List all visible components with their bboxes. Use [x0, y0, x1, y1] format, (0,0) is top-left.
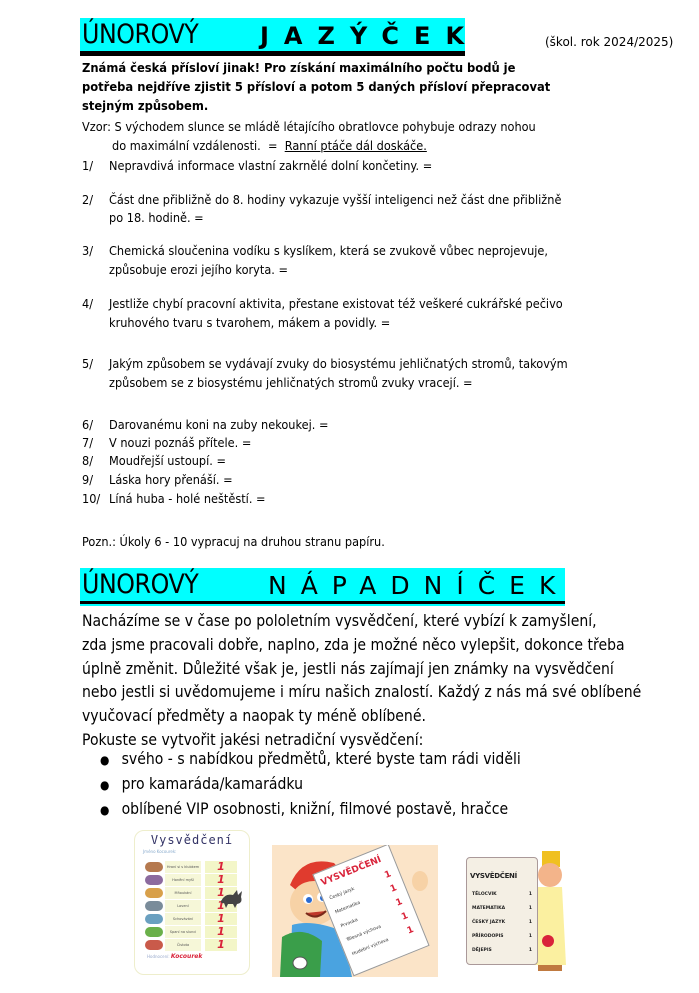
cert3-subject: DĚJEPIS: [472, 948, 492, 953]
cert1-subject: Hraní si s klubkem: [165, 861, 201, 873]
cert2-grade: 1: [383, 869, 393, 881]
task-number: 3/: [82, 243, 94, 258]
cert1-title: Vysvědčení: [150, 833, 234, 847]
paragraph-line: nebo jestli si uvědomujeme i míru našich znalostí. Každý z nás má své oblíbené: [82, 683, 642, 702]
task-number: 9/: [82, 472, 94, 487]
task-item: [82, 435, 251, 450]
cert1-row: [145, 939, 237, 951]
section2-paragraph: [82, 610, 640, 753]
title-underline: [80, 51, 465, 56]
school-year: (škol. rok 2024/2025): [545, 35, 674, 49]
bullet-text: pro kamaráda/kamarádku: [121, 774, 304, 793]
cert1-row: [145, 913, 237, 925]
cert2-subject: Prvouka: [340, 917, 359, 930]
cert3-subject: MATEMATIKA: [472, 906, 506, 911]
task-text: Moudřejší ustoupí. =: [109, 453, 226, 468]
cert1-row: [145, 926, 237, 938]
cert3-grade: 1: [528, 906, 532, 911]
cert1-grade: 1: [205, 861, 237, 873]
example-answer: Ranní ptáče dál doskáče.: [284, 138, 427, 153]
cert1-grade: 1: [205, 913, 237, 925]
section2-title: [80, 568, 570, 606]
cert1-grade: 1: [205, 887, 237, 899]
cert3-subject: ČESKÝ JAZYK: [472, 920, 506, 925]
cert3-scroll: [466, 857, 538, 965]
task-item: [82, 243, 548, 258]
task-number: 5/: [82, 356, 94, 371]
cert3-row: [472, 906, 532, 911]
task-number: 8/: [82, 453, 94, 468]
note: Pozn.: Úkoly 6 - 10 vypracuj na druhou stranu papíru.: [82, 534, 385, 549]
roman-report-card-image: [462, 845, 567, 975]
cert2-subject: Tělesná výchova: [345, 924, 383, 944]
subject-picture-icon: [145, 901, 163, 911]
task-number: 2/: [82, 192, 94, 207]
cert3-grade: 1: [528, 948, 532, 953]
task-item: [82, 453, 226, 468]
paragraph-line: Pokuste se vytvořit jakési netradiční vysvědčení:: [82, 730, 424, 749]
cert1-grade: 1: [205, 900, 237, 912]
cert2-grade: 1: [400, 910, 410, 923]
cert1-subject: Čistota: [165, 939, 201, 951]
cat-icon: [219, 887, 245, 909]
cert1-subject: Honění myší: [165, 874, 201, 886]
cert2-grade: 1: [388, 883, 399, 895]
task-item-continuation: [82, 315, 390, 330]
section1-title-part1: ÚNOROVÝ: [82, 19, 199, 50]
cert3-title: VYSVĚDČENÍ: [470, 872, 517, 880]
boy-report-card-image: [272, 845, 438, 977]
cert2-subject: Český jazyk: [328, 886, 356, 902]
cert2-grade: 1: [394, 897, 405, 909]
paragraph-line: úplně změnit. Důležité však je, jestli nás zajímají jen známky na vysvědčení: [82, 659, 614, 678]
task-text: V nouzi poznáš přítele. =: [109, 435, 252, 450]
task-number: 10/: [82, 491, 101, 506]
task-text: Jestliže chybí pracovní aktivita, přestane existovat též veškeré cukrářské pečivo: [109, 296, 563, 311]
task-item-continuation: [82, 210, 204, 225]
cert2-subject: Hudební výchova: [351, 937, 390, 958]
subject-picture-icon: [145, 862, 163, 872]
cert1-name-label: Jméno Kocourek:: [143, 849, 177, 854]
bullet-icon: ●: [100, 777, 110, 792]
bullet-text: oblíbené VIP osobnosti, knižní, filmové postavě, hračce: [121, 799, 509, 818]
section2-title-part1: ÚNOROVÝ: [82, 569, 199, 600]
bullet-icon: ●: [100, 753, 110, 767]
section2-title-part2: NÁPADNÍČEK: [268, 571, 570, 600]
task-number: 7/: [82, 435, 94, 450]
cert2-subject: Matematika: [334, 900, 362, 916]
cert1-behavior: [147, 953, 202, 960]
cert3-row: [472, 920, 532, 925]
cert3-grade: 1: [528, 934, 532, 939]
subject-picture-icon: [145, 875, 163, 885]
task-number: 4/: [82, 296, 94, 311]
example-line-2-text: do maximální vzdálenosti. =: [112, 138, 285, 153]
cert3-subject: PŘÍRODOPIS: [472, 934, 504, 939]
task-text: Láska hory přenáší. =: [109, 472, 233, 487]
cert1-behavior-value: Kocourek: [170, 953, 203, 960]
subject-picture-icon: [145, 888, 163, 898]
cert3-grade: 1: [528, 892, 532, 897]
cert1-row: [145, 861, 237, 873]
example-line-1: Vzor: S východem slunce se mládě létajícího obratlovce pohybuje odrazy nohou: [82, 119, 536, 134]
cert1-subject: Schovávání: [165, 913, 201, 925]
task-text: způsobem se z biosystému jehličnatých stromů zvuky vracejí. =: [109, 375, 473, 390]
cert1-grade: 1: [205, 874, 237, 886]
cert1-row: [145, 874, 237, 886]
subject-picture-icon: [145, 940, 163, 950]
task-text: Jakým způsobem se vydávají zvuky do biosystému jehličnatých stromů, takovým: [109, 356, 568, 371]
cert2-grade: 1: [405, 924, 416, 937]
cert1-grade: 1: [205, 926, 237, 938]
cert1-grade: 1: [205, 939, 237, 951]
task-item: [82, 356, 568, 371]
cert3-row: [472, 948, 532, 953]
task-item: [82, 158, 432, 173]
task-item-continuation: [82, 375, 473, 390]
cert2-title: VYSVĚDČENÍ: [319, 854, 383, 889]
bullet-text: svého - s nabídkou předmětů, které byste tam rádi viděli: [121, 750, 521, 768]
task-text: kruhového tvaru s tvarohem, mákem a povidly. =: [109, 315, 391, 330]
task-item: [82, 296, 563, 311]
task-text: po 18. hodině. =: [109, 210, 204, 225]
paragraph-line: Nacházíme se v čase po pololetním vysvědčení, které vybízí k zamyšlení,: [82, 612, 597, 630]
paragraph-line: zda jsme pracovali dobře, naplno, zda je možné něco vylepšit, dokonce třeba: [82, 635, 625, 654]
task-item: [82, 491, 266, 506]
bullet-item: [100, 773, 521, 798]
task-text: Chemická sloučenina vodíku s kyslíkem, která se zvukově vůbec neprojevuje,: [109, 243, 549, 258]
bullet-item: [100, 798, 521, 823]
task-text: Líná huba - holé neštěstí. =: [109, 491, 266, 506]
task-text: Nepravdivá informace vlastní zakrnělé dolní končetiny. =: [109, 158, 433, 173]
section1-title-part2: JAZÝČEK: [260, 22, 480, 50]
subject-picture-icon: [145, 914, 163, 924]
task-item: [82, 417, 328, 432]
cert1-subject: Lovení: [165, 900, 201, 912]
example-line-2: [112, 138, 427, 153]
task-text: Část dne přibližně do 8. hodiny vykazuje vyšší inteligenci než část dne přibližně: [109, 192, 562, 207]
task-text: Darovanému koni na zuby nekoukej. =: [109, 417, 329, 432]
bullet-icon: ●: [100, 802, 110, 817]
cert1-subject: Spaní na slunci: [165, 926, 201, 938]
cert1-behavior-label: Hodnocení:: [147, 954, 170, 959]
task-number: 6/: [82, 417, 94, 432]
task-item: [82, 472, 233, 487]
task-number: 1/: [82, 158, 94, 173]
cert3-subject: TĚLOCVIK: [472, 892, 497, 897]
cert3-grade: 1: [528, 920, 532, 925]
task-item: [82, 192, 561, 207]
bullet-item: [100, 748, 521, 773]
cert1-subject: Mňoukání: [165, 887, 201, 899]
bullet-list: [100, 748, 521, 822]
subject-picture-icon: [145, 927, 163, 937]
cert3-row: [472, 934, 532, 939]
title-underline: [80, 601, 565, 604]
cert3-row: [472, 892, 532, 897]
section1-intro: Známá česká přísloví jinak! Pro získání maximálního počtu bodů je potřeba nejdříve zjistit 5 přísloví a potom 5 daných přísloví přepracovat stejným způsobem.: [82, 60, 551, 113]
cat-report-card-image: [134, 830, 250, 975]
task-text: způsobuje erozi jejího koryta. =: [109, 262, 288, 277]
paragraph-line: vyučovací předměty a naopak ty méně oblíbené.: [82, 707, 426, 726]
task-item-continuation: [82, 262, 288, 277]
section1-title: [80, 18, 480, 54]
